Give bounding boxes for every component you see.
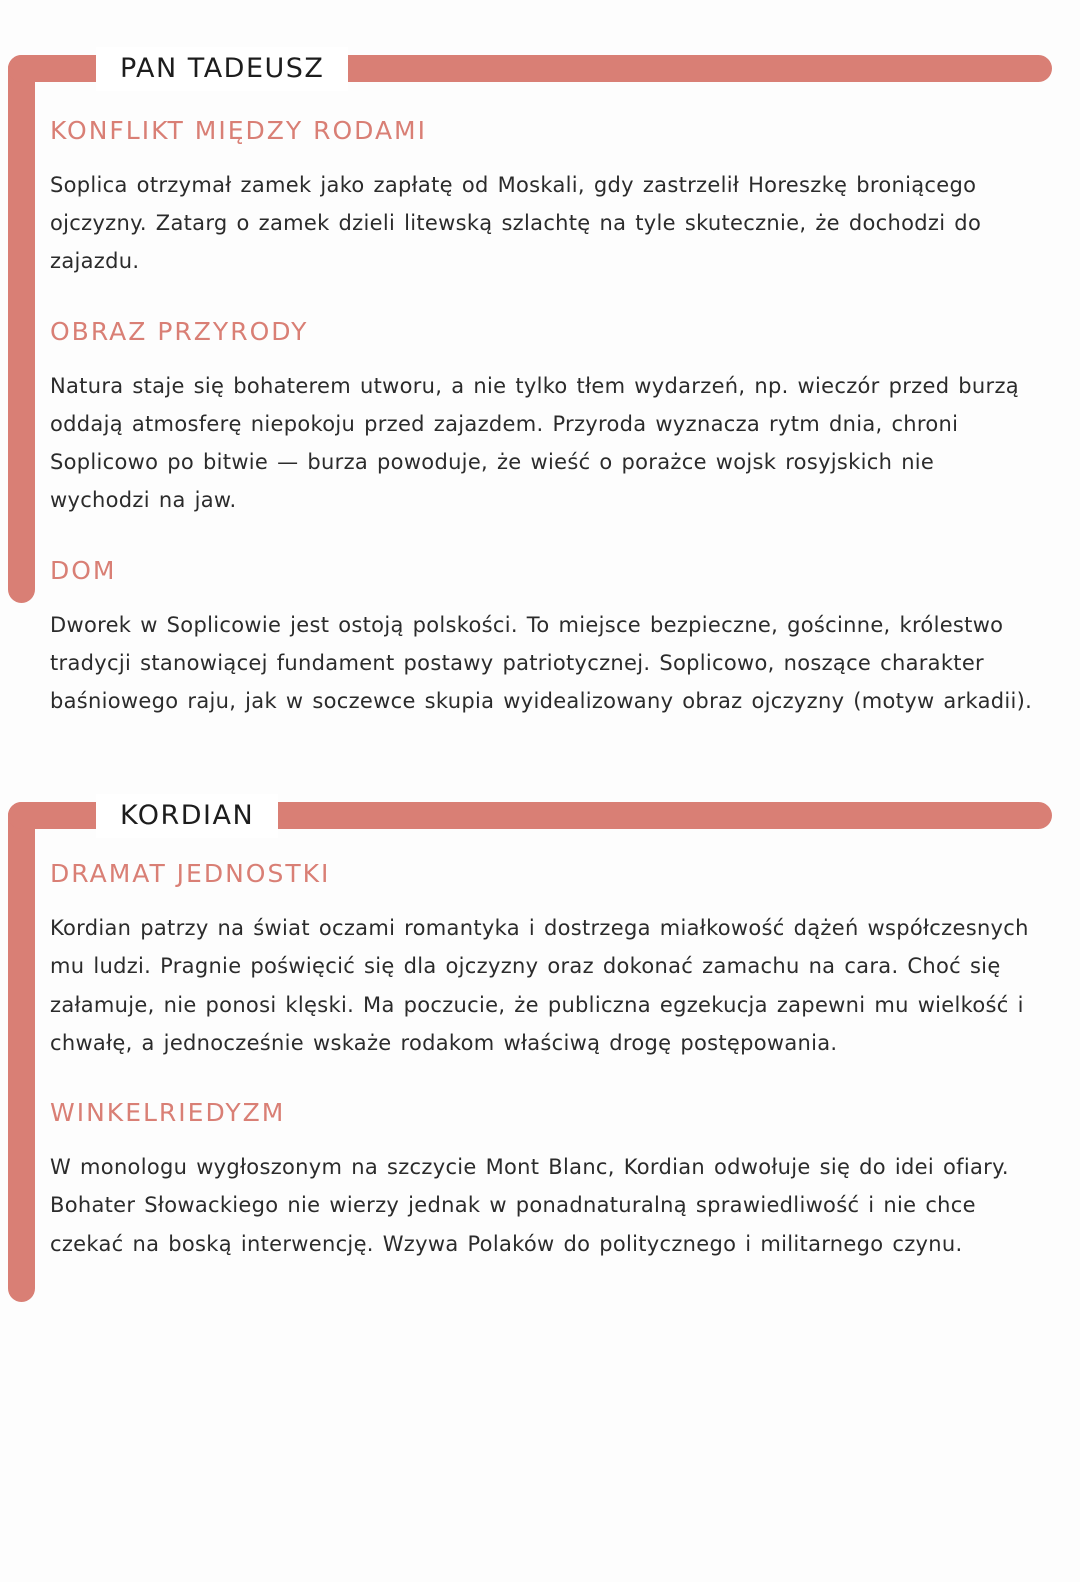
subsection-heading: DOM <box>50 555 117 585</box>
left-accent-bar <box>8 55 35 603</box>
section-banner <box>8 799 1052 831</box>
section-pan-tadeusz <box>0 52 1080 720</box>
subsection-body: Kordian patrzy na świat oczami romantyka i dostrzega miałkowość dążeń współczesnych mu ludzi. Pragnie poświęcić się dla ojczyzny oraz dokonać zamachu na cara. Choć się załamuje, nie ponosi klęski. Ma poczucie, że publiczna egzekucja zapewni mu wielkość i chwałę, a jednocześnie wskaże rodakom właściwą drogę postępowania. <box>50 916 1029 1055</box>
subsection-heading: OBRAZ PRZYRODY <box>50 316 309 346</box>
banner-title: PAN TADEUSZ <box>96 47 348 91</box>
left-accent-bar <box>8 802 35 1302</box>
notes-page <box>0 52 1080 1582</box>
banner-title: KORDIAN <box>96 794 278 838</box>
subsection-obraz-przyrody <box>50 317 1035 520</box>
subsection-heading: KONFLIKT MIĘDZY RODAMI <box>50 116 427 145</box>
subsection-body: Dworek w Soplicowie jest ostoją polskości. To miejsce bezpieczne, gościnne, królestwo tradycji stanowiącej fundament postawy patriotycznej. Soplicowo, noszące charakter baśniowego raju, jak w soczewce skupia wyidealizowany obraz ojczyzny (motyw arkadii). <box>50 612 1033 713</box>
section-content <box>50 859 1035 1263</box>
section-content <box>50 116 1035 720</box>
subsection-body: Natura staje się bohaterem utworu, a nie tylko tłem wydarzeń, np. wieczór przed burzą oddają atmosferę niepokoju przed zajazdem. Przyroda wyznacza rytm dnia, chroni Soplicowo po bitwie — burza powoduje, że wieść o porażce wojsk rosyjskich nie wychodzi na jaw. <box>50 373 1019 513</box>
subsection-konflikt <box>50 116 1035 281</box>
section-banner <box>8 52 1052 84</box>
subsection-heading: DRAMAT JEDNOSTKI <box>50 859 331 889</box>
subsection-heading: WINKELRIEDYZM <box>50 1098 286 1128</box>
section-kordian <box>0 799 1080 1263</box>
subsection-winkelriedyzm <box>50 1098 1035 1263</box>
subsection-body: W monologu wygłoszonym na szczycie Mont Blanc, Kordian odwołuje się do idei ofiary. Bohater Słowackiego nie wierzy jednak w ponadnaturalną sprawiedliwość i nie chce czekać na boską interwencję. Wzywa Polaków do politycznego i militarnego czynu. <box>50 1155 1009 1256</box>
subsection-dramat-jednostki <box>50 859 1035 1062</box>
subsection-dom <box>50 556 1035 721</box>
subsection-body: Soplica otrzymał zamek jako zapłatę od Moskali, gdy zastrzelił Horeszkę broniącego ojczyzny. Zatarg o zamek dzieli litewską szlachtę na tyle skutecznie, że dochodzi do zajazdu. <box>50 173 982 274</box>
